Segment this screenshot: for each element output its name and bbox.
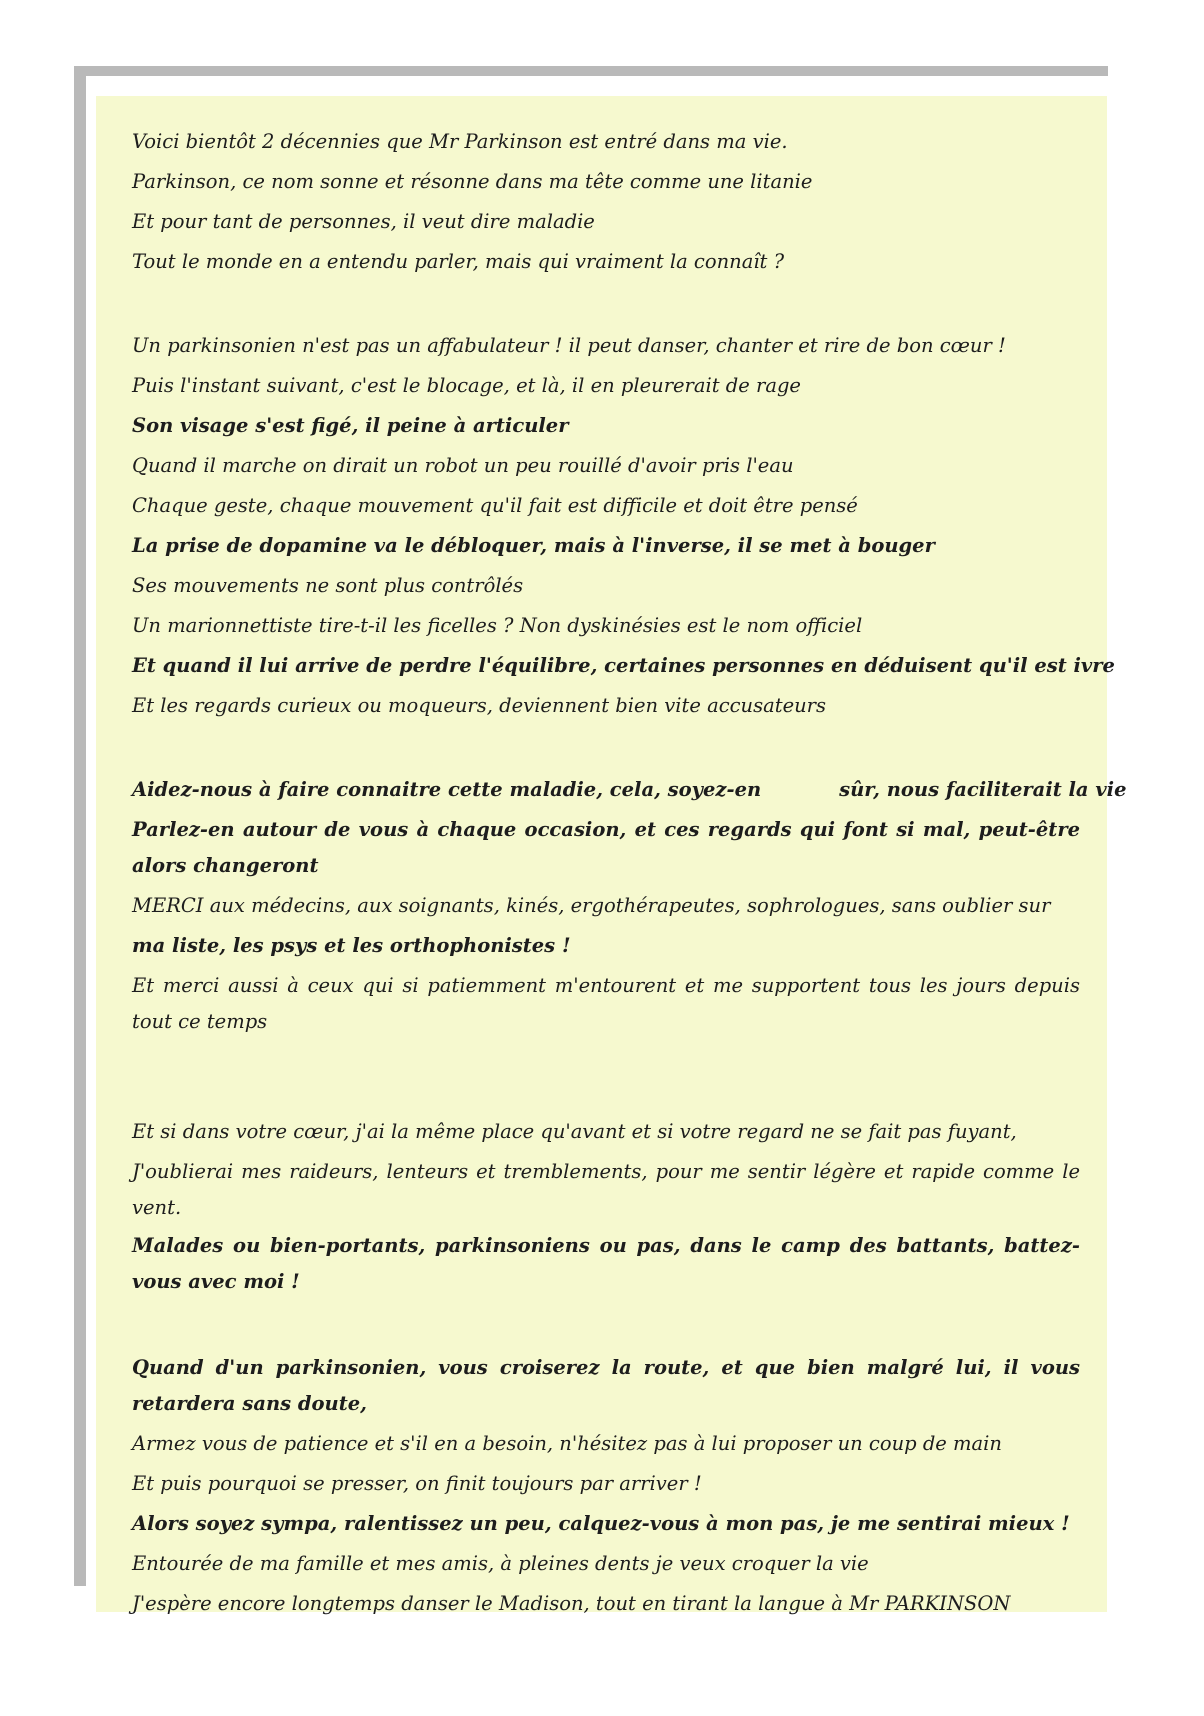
poem-line-part: sûr, nous faciliterait la vie [839, 778, 1127, 801]
poem-line: Et si dans votre cœur, j'ai la même place qu'avant et si votre regard ne se fait pas fuyant, [132, 1120, 1017, 1143]
poem-line [132, 770, 1127, 810]
poem-line: Un parkinsonien n'est pas un affabulateur ! il peut danser, chanter et rire de bon cœur ! [132, 334, 1006, 357]
poem-line: Et quand il lui arrive de perdre l'équilibre, certaines personnes en déduisent qu'il est ivre [132, 654, 1115, 677]
stanza-gap [132, 282, 1080, 326]
poem-line: Son visage s'est figé, il peine à articuler [132, 414, 569, 437]
stanza-gap [132, 726, 1080, 770]
poem-line: Voici bientôt 2 décennies que Mr Parkinson est entré dans ma vie. [132, 130, 788, 153]
poem-line: Un marionnettiste tire-t-il les ficelles ? Non dyskinésies est le nom officiel [132, 614, 863, 637]
stanza-gap [132, 1042, 1080, 1112]
frame-left-border [74, 66, 86, 1586]
stanza-4 [132, 1112, 1080, 1300]
poem-line: Ses mouvements ne sont plus contrôlés [132, 574, 524, 597]
poem-line: Et pour tant de personnes, il veut dire maladie [132, 210, 595, 233]
poem-text [132, 122, 1127, 1624]
poem-line: MERCI aux médecins, aux soignants, kinés, ergothérapeutes, sophrologues, sans oublier sur [132, 894, 1051, 917]
poem-line: J'espère encore longtemps danser le Madison, tout en tirant la langue à Mr PARKINSON [132, 1592, 1011, 1615]
frame-top-border [74, 66, 1108, 76]
poem-line: Et merci aussi à ceux qui si patiemment m'entourent et me supportent tous les jours depuis tout ce temps [132, 974, 1080, 1033]
poem-line: J'oublierai mes raideurs, lenteurs et tremblements, pour me sentir légère et rapide comme le vent. [132, 1160, 1080, 1219]
poem-line: Et puis pourquoi se presser, on finit toujours par arriver ! [132, 1472, 702, 1495]
stanza-1 [132, 122, 1080, 282]
poem-line: Alors soyez sympa, ralentissez un peu, calquez-vous à mon pas, je me sentirai mieux ! [132, 1512, 1070, 1535]
stanza-2 [132, 326, 1115, 726]
poem-line: Malades ou bien-portants, parkinsoniens ou pas, dans le camp des battants, battez-vous avec moi ! [132, 1234, 1080, 1293]
poem-line: Et les regards curieux ou moqueurs, deviennent bien vite accusateurs [132, 694, 826, 717]
stanza-3 [132, 770, 1127, 1040]
poem-line: Tout le monde en a entendu parler, mais qui vraiment la connaît ? [132, 250, 785, 273]
poem-line: Quand il marche on dirait un robot un peu rouillé d'avoir pris l'eau [132, 454, 794, 477]
stanza-5 [132, 1350, 1080, 1624]
poem-line: Parlez-en autour de vous à chaque occasion, et ces regards qui font si mal, peut-être alors changeront [132, 818, 1080, 877]
poem-line: Parkinson, ce nom sonne et résonne dans ma tête comme une litanie [132, 170, 813, 193]
poem-line: Armez vous de patience et s'il en a besoin, n'hésitez pas à lui proposer un coup de main [132, 1432, 1002, 1455]
poem-line: La prise de dopamine va le débloquer, mais à l'inverse, il se met à bouger [132, 534, 935, 557]
poem-line-part: Aidez-nous à faire connaitre cette maladie, cela, soyez-en [132, 778, 762, 801]
poem-line: Puis l'instant suivant, c'est le blocage, et là, il en pleurerait de rage [132, 374, 801, 397]
poem-line: Chaque geste, chaque mouvement qu'il fait est difficile et doit être pensé [132, 494, 858, 517]
poem-line: ma liste, les psys et les orthophonistes ! [132, 934, 571, 957]
poem-line: Entourée de ma famille et mes amis, à pleines dents je veux croquer la vie [132, 1552, 869, 1575]
poem-line: Quand d'un parkinsonien, vous croiserez la route, et que bien malgré lui, il vous retardera sans doute, [132, 1356, 1080, 1415]
stanza-gap [132, 1302, 1080, 1348]
